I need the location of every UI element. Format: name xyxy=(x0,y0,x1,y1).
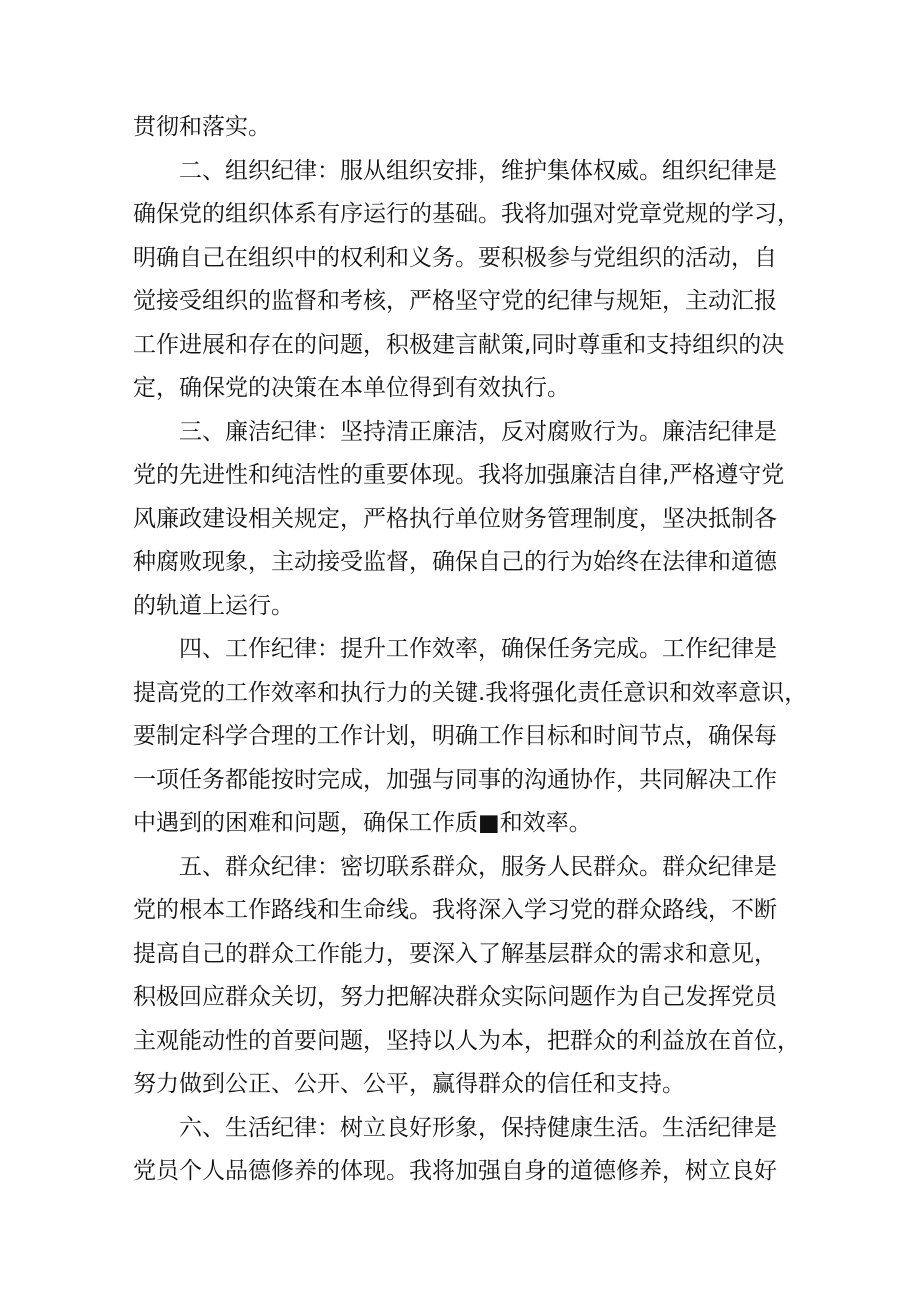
text-line: 的轨道上运行。 xyxy=(133,592,294,619)
text-line: 定，确保党的决策在本单位得到有效执行。 xyxy=(133,375,570,401)
text-line: 种腐败现象，主动接受监督，确保自己的行为始终在法律和道德 xyxy=(133,549,777,575)
section-5-heading-line: 五、群众纪律：密切联系群众，服务人民群众。群众纪律是 xyxy=(179,853,777,880)
text-line: 中遇到的困难和问题，确保工作质■和效率。 xyxy=(133,810,592,836)
text-line: 风廉政建设相关规定，严格执行单位财务管理制度，坚决抵制各 xyxy=(133,505,777,532)
section-3-heading-line: 三、廉洁纪律：坚持清正廉洁，反对腐败行为。廉洁纪律是 xyxy=(179,418,777,445)
text-line: 觉接受组织的监督和考核，严格坚守党的纪律与规矩，主动汇报 xyxy=(133,288,777,314)
text-line: 一项任务都能按时完成，加强与同事的沟通协作，共同解决工作 xyxy=(133,766,777,793)
document-body xyxy=(133,106,808,1194)
text-line: 提高自己的群众工作能力，要深入了解基层群众的需求和意见， xyxy=(133,940,777,967)
text-line: 明确自己在组织中的权利和义务。要积极参与党组织的活动，自 xyxy=(133,244,777,271)
text-line: 党的根本工作路线和生命线。我将深入学习党的群众路线，不断 xyxy=(133,897,777,923)
section-6-heading-line: 六、生活纪律：树立良好形象，保持健康生活。生活纪律是 xyxy=(179,1114,777,1141)
text-line: 积极回应群众关切，努力把解决群众实际问题作为自己发挥党员 xyxy=(133,984,777,1010)
text-line: 要制定科学合理的工作计划，明确工作目标和时间节点，确保每 xyxy=(133,723,777,749)
section-4-heading-line: 四、工作纪律：提升工作效率，确保任务完成。工作纪律是 xyxy=(179,636,777,662)
text-line: 主观能动性的首要问题，坚持以人为本，把群众的利益放在首位， xyxy=(133,1027,800,1054)
section-2-heading-line: 二、组织纪律：服从组织安排，维护集体权威。组织纪律是 xyxy=(179,157,777,184)
text-line: 党员个人品德修养的体现。我将加强自身的道德修养，树立良好 xyxy=(133,1158,777,1184)
text-line: 确保党的组织体系有序运行的基础。我将加强对党章党规的学习， xyxy=(133,201,800,227)
text-line: 党的先进性和纯洁性的重要体现。我将加强廉洁自律,严格遵守党 xyxy=(133,462,785,488)
text-line: 工作进展和存在的问题，积极建言献策,同时尊重和支持组织的决 xyxy=(133,331,785,358)
text-line: 贯彻和落实。 xyxy=(133,114,271,140)
text-line: 提高党的工作效率和执行力的关键.我将强化责任意识和效率意识， xyxy=(133,679,808,706)
text-line: 努力做到公正、公开、公平，赢得群众的信任和支持。 xyxy=(133,1071,685,1097)
